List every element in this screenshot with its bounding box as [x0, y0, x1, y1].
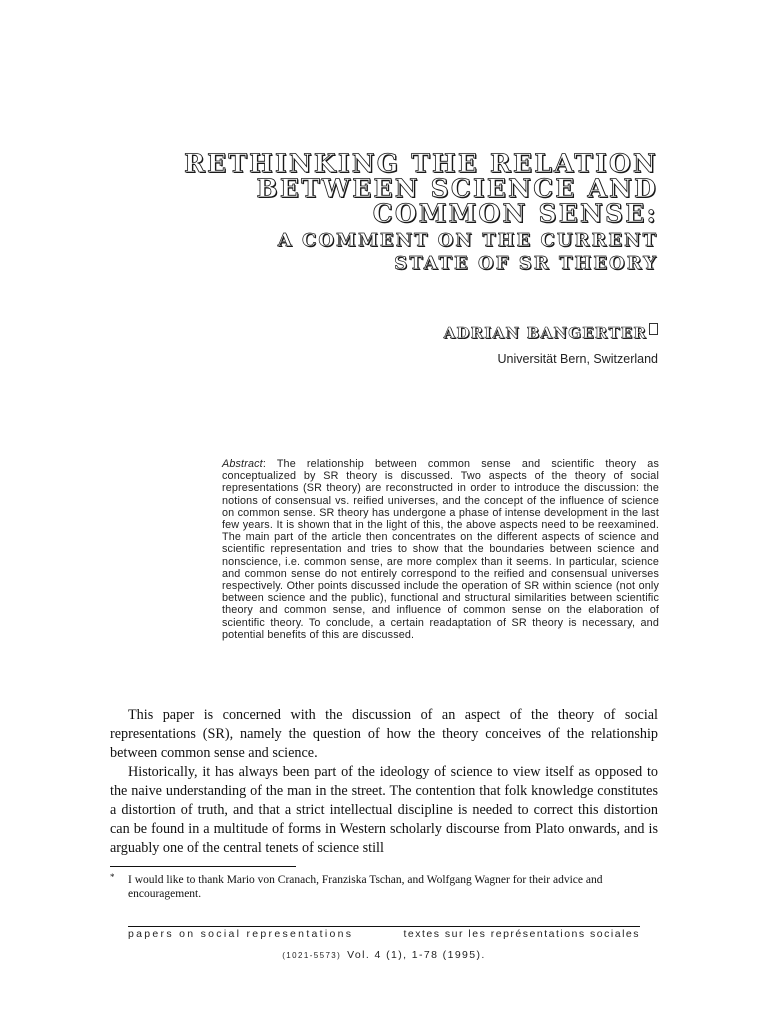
- author-affiliation: Universität Bern, Switzerland: [497, 352, 658, 366]
- subtitle-line-2: STATE OF SR THEORY: [394, 253, 658, 274]
- author-name: ADRIAN BANGERTER: [443, 324, 647, 342]
- title-line-1: RETHINKING THE RELATION: [184, 149, 658, 178]
- title-line-3: COMMON SENSE:: [372, 199, 658, 228]
- footnote-marker-box: [649, 323, 658, 335]
- article-title: [110, 151, 658, 275]
- journal-issn: (1021-5573): [282, 951, 342, 960]
- journal-divider: [128, 926, 640, 927]
- author-name-block: [444, 323, 658, 342]
- subtitle-line-1: A COMMENT ON THE CURRENT: [277, 230, 658, 251]
- journal-names: [128, 928, 640, 940]
- footnote: [110, 873, 660, 901]
- body-paragraph: Historically, it has always been part of the ideology of science to view itself as opposed to the naive understanding of the man in the street. The contention that folk knowledge constitutes a distortion of truth, and that a strict intellectual discipline is needed to correct this distortion can be found in a multitude of forms in Western scholarly discourse from Plato onwards, and is arguably one of the central tenets of science still: [110, 764, 658, 856]
- abstract: [222, 458, 659, 641]
- body-paragraph: This paper is concerned with the discussion of an aspect of the theory of social representations (SR), namely the question of how the theory conceives of the relationship between common sense and science.: [110, 707, 658, 761]
- abstract-label: Abstract: [222, 458, 263, 470]
- journal-citation: [0, 945, 768, 963]
- journal-name-english: papers on social representations: [128, 928, 354, 940]
- footnote-text: I would like to thank Mario von Cranach, Franziska Tschan, and Wolfgang Wagner for their advice and encouragement.: [128, 874, 603, 900]
- footnote-mark: *: [110, 872, 115, 882]
- journal-name-french: textes sur les représentations sociales: [403, 928, 640, 940]
- footnote-divider: [110, 866, 296, 867]
- body-text: [110, 706, 658, 858]
- journal-volume: Vol. 4 (1), 1-78 (1995).: [347, 949, 486, 961]
- title-line-2: BETWEEN SCIENCE AND: [256, 174, 658, 203]
- abstract-text: : The relationship between common sense and scientific theory as conceptualized by SR theory is discussed. Two aspects of the theory of social representations (SR theory) are reconstructed in order to introduce the discussion: the notions of consensual vs. reified universes, and the concept of the influence of science on common sense. SR theory has undergone a phase of intense development in the last few years. It is shown that in the light of this, the above aspects need to be reexamined. The main part of the article then concentrates on the different aspects of science and scientific representation and tries to show that the boundaries between science and nonscience, i.e. common sense, are more complex than it seems. In particular, science and common sense do not entirely correspond to the reified and consensual universes respectively. Other points discussed include the operation of SR within science (not only between science and the public), functional and structural similarities between scientific theory and common sense, and influence of common sense on the elaboration of scientific theory. To conclude, a certain readaptation of SR theory is necessary, and potential benefits of this are discussed.: [222, 458, 659, 641]
